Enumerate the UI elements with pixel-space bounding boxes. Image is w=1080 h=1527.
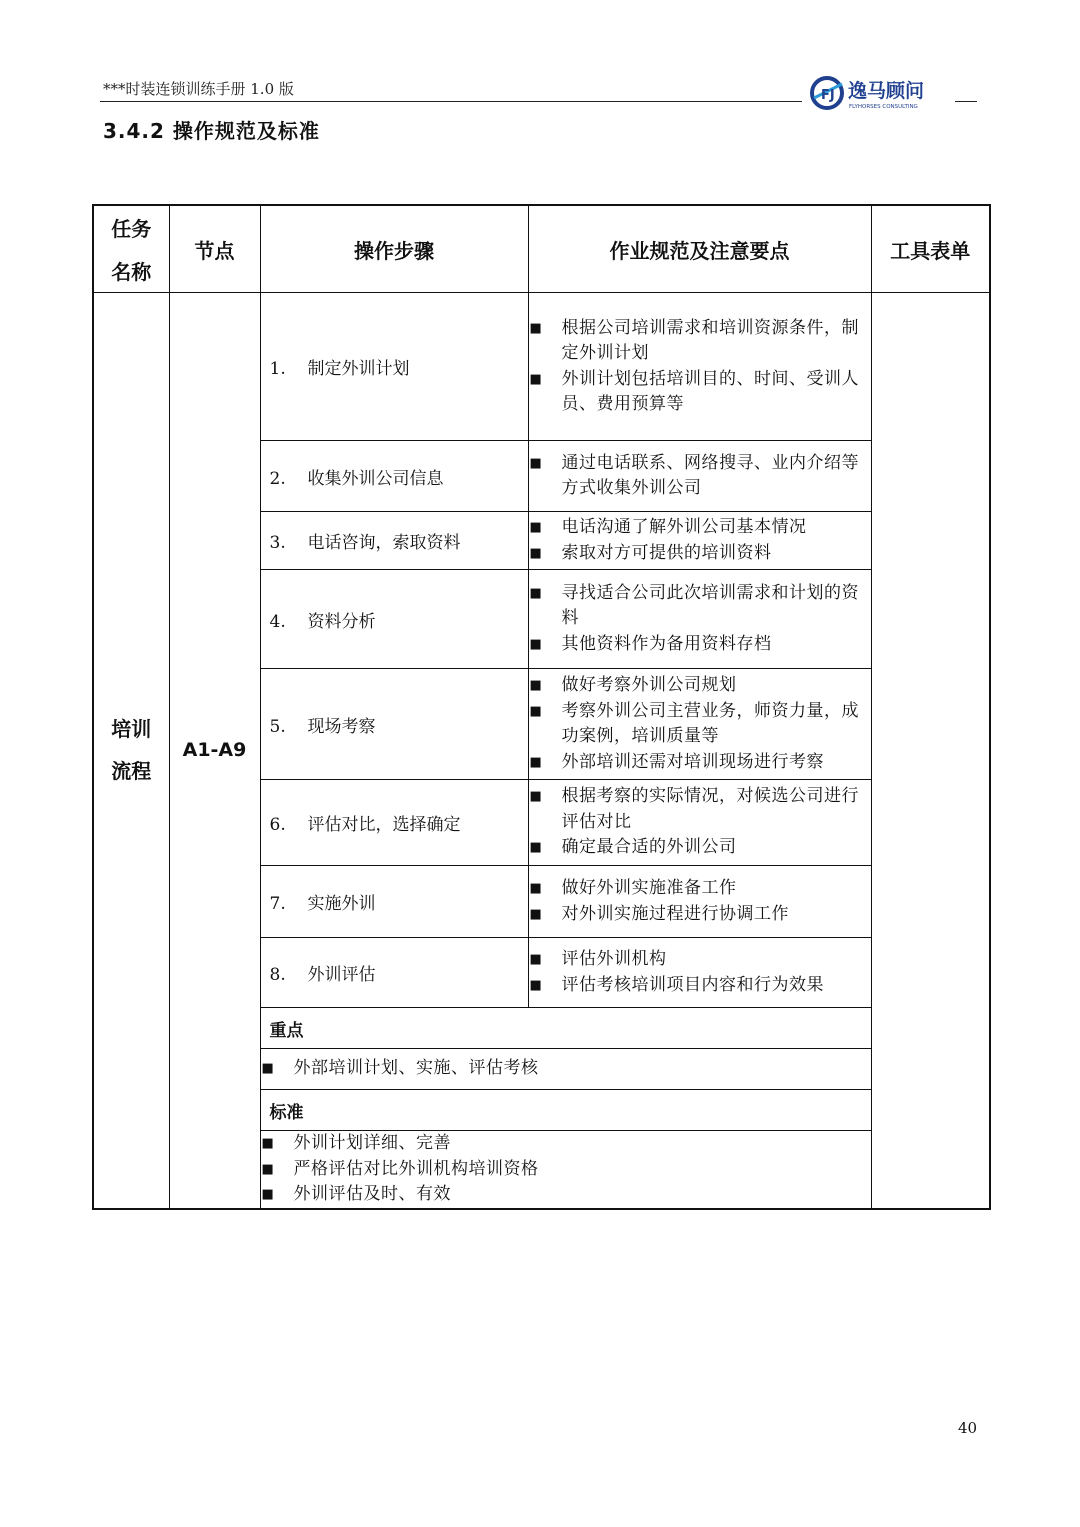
- list-item: ■ 对外训实施过程进行协调工作: [529, 903, 789, 924]
- standards-title: 标准: [260, 1090, 871, 1131]
- spec-cell: [528, 780, 871, 866]
- company-logo: [808, 74, 954, 114]
- header-tools: 工具表单: [871, 205, 990, 293]
- header-node: 节点: [169, 205, 260, 293]
- header-rule-tail: [955, 101, 977, 102]
- node-cell: A1-A9: [169, 293, 260, 1209]
- list-item: ■ 寻找适合公司此次培训需求和计划的资料: [529, 582, 859, 629]
- list-item: ■ 外部培训计划、实施、评估考核: [261, 1058, 539, 1079]
- spec-cell: [528, 570, 871, 669]
- step-cell: 2. 收集外训公司信息: [260, 441, 528, 512]
- list-item: ■ 其他资料作为备用资料存档: [529, 633, 772, 654]
- list-item: ■ 外训计划包括培训目的、时间、受训人员、费用预算等: [529, 368, 859, 414]
- list-item: ■ 根据考察的实际情况，对候选公司进行评估对比: [529, 786, 859, 832]
- table-header-row: [93, 205, 990, 293]
- list-item: ■ 做好考察外训公司规划: [529, 675, 737, 695]
- spec-cell: [528, 441, 871, 512]
- procedure-table: [92, 204, 991, 1210]
- section-title: 3.4.2 操作规范及标准: [103, 119, 320, 143]
- step-cell: 6. 评估对比，选择确定: [260, 780, 528, 866]
- standards-list: [260, 1131, 871, 1209]
- list-item: ■ 根据公司培训需求和培训资源条件，制定外训计划: [529, 317, 859, 363]
- key-points-title: 重点: [260, 1008, 871, 1049]
- list-item: ■ 做好外训实施准备工作: [529, 878, 737, 898]
- header-rule: [100, 101, 802, 102]
- step-cell: 4. 资料分析: [260, 570, 528, 669]
- header-task-name: 任务 名称: [93, 205, 169, 293]
- list-item: ■ 外部培训还需对培训现场进行考察: [529, 751, 824, 772]
- step-cell: 8. 外训评估: [260, 938, 528, 1008]
- task-name-cell: 培训 流程: [93, 293, 169, 1209]
- logo-mark: FJ: [821, 88, 835, 103]
- list-item: ■ 严格评估对比外训机构培训资格: [261, 1158, 539, 1179]
- step-cell: 7. 实施外训: [260, 866, 528, 938]
- list-item: ■ 外训计划详细、完善: [261, 1133, 451, 1153]
- list-item: ■ 索取对方可提供的培训资料: [529, 542, 772, 563]
- list-item: ■ 评估考核培训项目内容和行为效果: [529, 974, 824, 995]
- list-item: ■ 确定最合适的外训公司: [529, 837, 737, 858]
- logo-name: 逸马顾问: [848, 80, 925, 102]
- spec-cell: [528, 669, 871, 780]
- header-doc-title: ***时装连锁训练手册 1.0 版: [103, 80, 294, 98]
- step-cell: 1. 制定外训计划: [260, 293, 528, 441]
- spec-cell: [528, 512, 871, 570]
- spec-cell: [528, 866, 871, 938]
- logo-english: FLYHORSES CONSULTING: [849, 104, 918, 110]
- spec-cell: [528, 938, 871, 1008]
- list-item: ■ 外训评估及时、有效: [261, 1184, 451, 1204]
- list-item: ■ 评估外训机构: [529, 949, 667, 969]
- key-points-list: [260, 1049, 871, 1090]
- spec-cell: [528, 293, 871, 441]
- tools-cell: [871, 293, 990, 1209]
- step-cell: 3. 电话咨询，索取资料: [260, 512, 528, 570]
- list-item: ■ 考察外训公司主营业务，师资力量，成功案例，培训质量等: [529, 700, 859, 746]
- list-item: ■ 通过电话联系、网络搜寻、业内介绍等方式收集外训公司: [529, 452, 859, 498]
- header-steps: 操作步骤: [260, 205, 528, 293]
- table-row: [93, 293, 990, 441]
- list-item: ■ 电话沟通了解外训公司基本情况: [529, 517, 807, 537]
- header-spec: 作业规范及注意要点: [528, 205, 871, 293]
- page-number: 40: [958, 1419, 978, 1437]
- step-cell: 5. 现场考察: [260, 669, 528, 780]
